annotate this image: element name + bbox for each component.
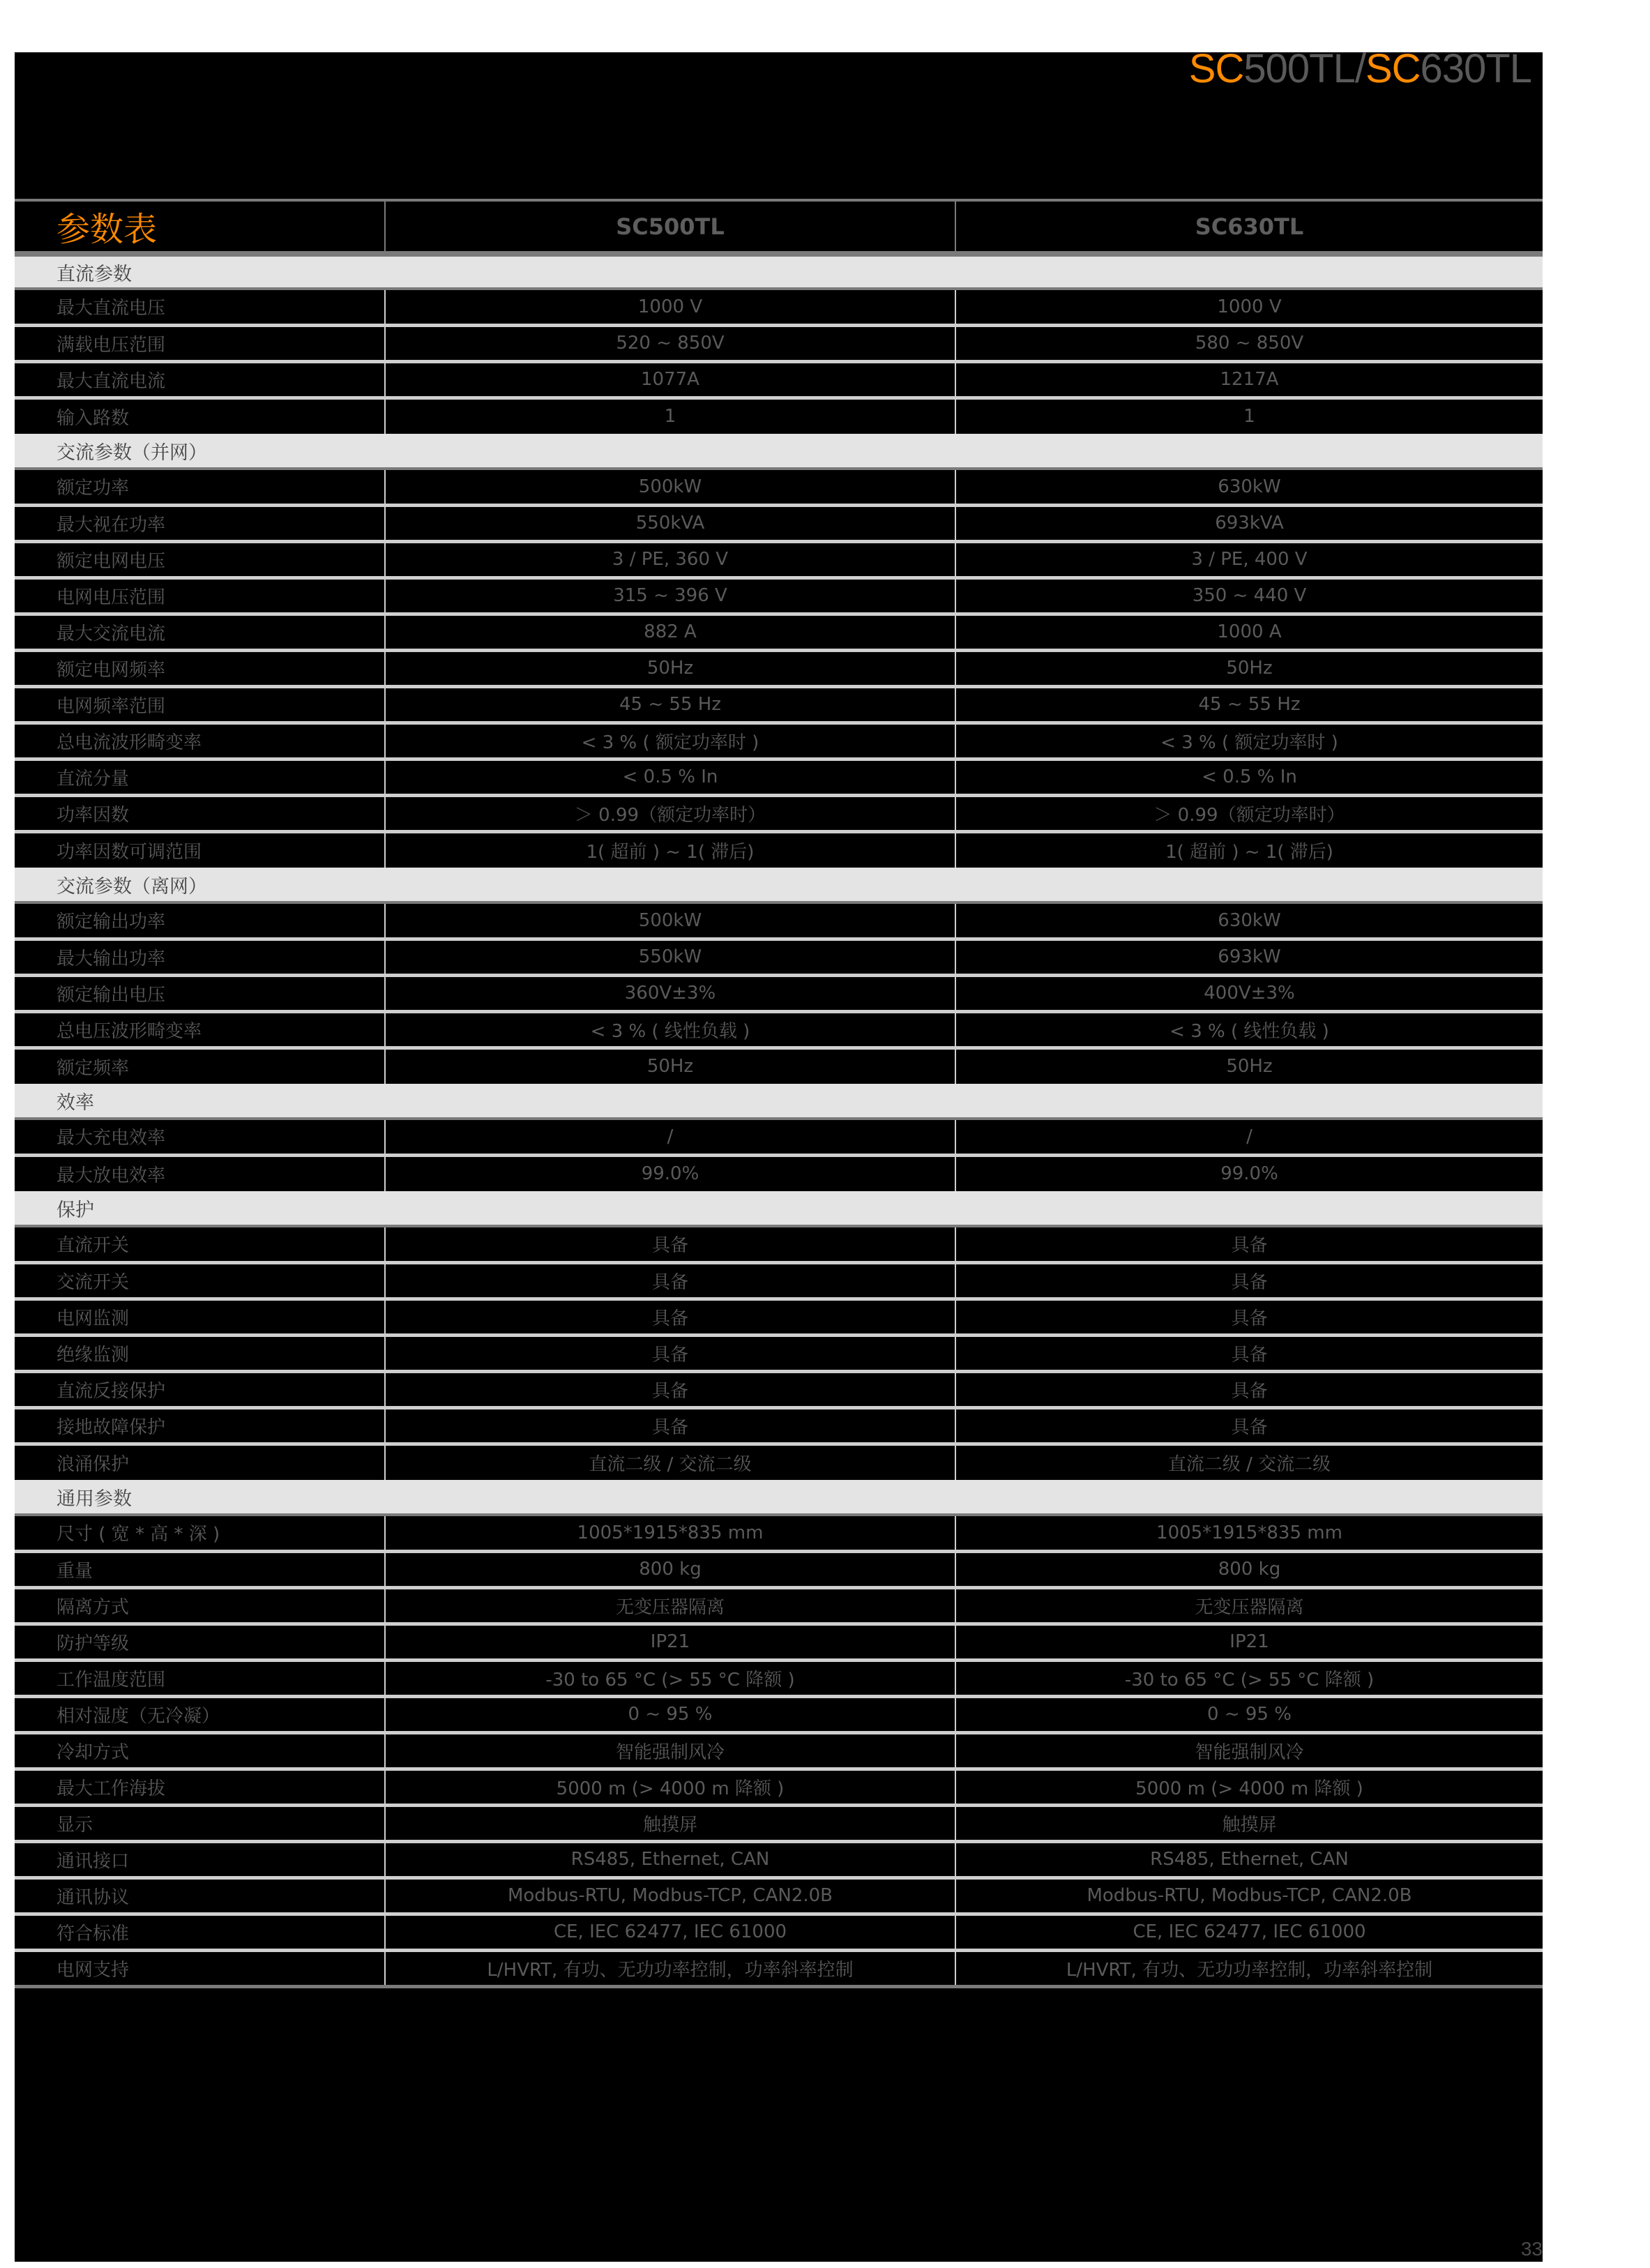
value-sc500tl: 智能强制风冷	[385, 1732, 955, 1769]
table-row	[15, 577, 1543, 614]
value-sc500tl: 50Hz	[385, 650, 955, 686]
value-sc630tl: 具备	[955, 1371, 1543, 1407]
param-label: 电网频率范围	[15, 686, 385, 723]
table-row	[15, 1841, 1543, 1877]
table-row	[15, 1371, 1543, 1407]
table-row	[15, 723, 1543, 759]
value-sc630tl: CE, IEC 62477, IEC 61000	[955, 1914, 1543, 1950]
param-label: 最大直流电流	[15, 361, 385, 398]
table-row	[15, 1048, 1543, 1084]
value-sc500tl: /	[385, 1119, 955, 1155]
table-row	[15, 1950, 1543, 1986]
section-title: 保护	[15, 1191, 1543, 1226]
value-sc630tl: 触摸屏	[955, 1805, 1543, 1841]
param-label: 额定频率	[15, 1048, 385, 1084]
value-sc500tl: 45 ~ 55 Hz	[385, 686, 955, 723]
value-sc500tl: 800 kg	[385, 1551, 955, 1587]
param-label: 防护等级	[15, 1624, 385, 1660]
param-label: 电网支持	[15, 1950, 385, 1986]
value-sc500tl: 1077A	[385, 361, 955, 398]
param-label: 电网电压范围	[15, 577, 385, 614]
table-row	[15, 902, 1543, 939]
table-row	[15, 759, 1543, 795]
table-row	[15, 1155, 1543, 1191]
section-title: 效率	[15, 1084, 1543, 1119]
value-sc500tl: 具备	[385, 1226, 955, 1262]
value-sc500tl: 具备	[385, 1299, 955, 1335]
table-row	[15, 505, 1543, 541]
title-model-1: 500TL/	[1243, 46, 1365, 91]
section-header	[15, 1191, 1543, 1226]
table-row	[15, 469, 1543, 505]
page-number: 33	[1520, 2238, 1543, 2260]
param-label: 最大视在功率	[15, 505, 385, 541]
title-prefix-2: SC	[1365, 46, 1421, 91]
table-row	[15, 831, 1543, 868]
value-sc500tl: CE, IEC 62477, IEC 61000	[385, 1914, 955, 1950]
table-row	[15, 614, 1543, 650]
section-header	[15, 434, 1543, 469]
value-sc630tl: 630kW	[955, 469, 1543, 505]
value-sc500tl: Modbus-RTU, Modbus-TCP, CAN2.0B	[385, 1877, 955, 1914]
value-sc630tl: 3 / PE, 400 V	[955, 541, 1543, 577]
value-sc500tl: 0 ~ 95 %	[385, 1696, 955, 1732]
param-label: 输入路数	[15, 398, 385, 434]
table-row	[15, 650, 1543, 686]
table-row	[15, 1732, 1543, 1769]
value-sc630tl: 1217A	[955, 361, 1543, 398]
param-label: 尺寸 ( 宽 * 高 * 深 )	[56, 1524, 220, 1545]
table-row	[15, 1299, 1543, 1335]
table-row	[15, 1011, 1543, 1048]
value-sc630tl: < 0.5 % In	[955, 759, 1543, 795]
value-sc500tl: 360V±3%	[385, 975, 955, 1011]
param-label: 总电压波形畸变率	[15, 1011, 385, 1048]
value-sc630tl: 45 ~ 55 Hz	[955, 686, 1543, 723]
value-sc630tl: 630kW	[955, 902, 1543, 939]
value-sc500tl: < 3 % ( 额定功率时 )	[385, 723, 955, 759]
value-sc630tl: 50Hz	[955, 1048, 1543, 1084]
value-sc500tl: RS485, Ethernet, CAN	[385, 1841, 955, 1877]
param-label: 额定功率	[56, 478, 130, 499]
table-row	[15, 1660, 1543, 1696]
value-sc500tl: 882 A	[385, 614, 955, 650]
table-row	[15, 1769, 1543, 1805]
value-sc630tl: 1000 V	[955, 289, 1543, 325]
value-sc500tl: 520 ~ 850V	[385, 325, 955, 361]
table-row	[15, 541, 1543, 577]
value-sc500tl: 550kW	[385, 939, 955, 975]
value-sc500tl: 3 / PE, 360 V	[385, 541, 955, 577]
table-row	[15, 289, 1543, 325]
title-prefix-1: SC	[1188, 46, 1244, 91]
param-label: 最大放电效率	[15, 1155, 385, 1191]
param-label: 最大工作海拔	[15, 1769, 385, 1805]
value-sc500tl: 50Hz	[385, 1048, 955, 1084]
section-title: 直流参数	[15, 254, 1543, 289]
param-label: 冷却方式	[15, 1732, 385, 1769]
value-sc630tl: 直流二级 / 交流二级	[955, 1444, 1543, 1480]
value-sc500tl: 具备	[385, 1407, 955, 1444]
value-sc500tl: 具备	[385, 1335, 955, 1371]
param-label: 绝缘监测	[15, 1335, 385, 1371]
value-sc630tl: 400V±3%	[955, 975, 1543, 1011]
value-sc630tl: 无变压器隔离	[955, 1587, 1543, 1624]
value-sc630tl: 99.0%	[955, 1155, 1543, 1191]
param-label: 重量	[15, 1551, 385, 1587]
value-sc500tl: 具备	[385, 1371, 955, 1407]
param-label: 直流开关	[56, 1235, 130, 1257]
value-sc630tl: 具备	[955, 1407, 1543, 1444]
param-label: 直流反接保护	[15, 1371, 385, 1407]
param-label: 额定输出功率	[56, 912, 166, 933]
value-sc630tl: 5000 m (> 4000 m 降额 )	[955, 1769, 1543, 1805]
param-label: 额定电网电压	[15, 541, 385, 577]
value-sc630tl: RS485, Ethernet, CAN	[955, 1841, 1543, 1877]
param-label: 功率因数	[15, 795, 385, 831]
param-label: 浪涌保护	[15, 1444, 385, 1480]
value-sc500tl: 500kW	[385, 469, 955, 505]
param-label: 相对湿度（无冷凝）	[15, 1696, 385, 1732]
param-label: 最大交流电流	[15, 614, 385, 650]
table-row	[15, 1624, 1543, 1660]
section-header	[15, 1084, 1543, 1119]
param-label: 最大直流电压	[56, 298, 166, 319]
value-sc630tl: 智能强制风冷	[955, 1732, 1543, 1769]
table-row	[15, 1335, 1543, 1371]
param-label: 电网监测	[15, 1299, 385, 1335]
value-sc500tl: -30 to 65 °C (> 55 °C 降额 )	[385, 1660, 955, 1696]
value-sc630tl: 具备	[955, 1299, 1543, 1335]
param-label: 额定输出电压	[15, 975, 385, 1011]
value-sc500tl: IP21	[385, 1624, 955, 1660]
value-sc630tl: ＞ 0.99（额定功率时）	[955, 795, 1543, 831]
value-sc500tl: 99.0%	[385, 1155, 955, 1191]
table-header-row	[15, 200, 1543, 254]
param-label: 满载电压范围	[15, 325, 385, 361]
value-sc500tl: < 0.5 % In	[385, 759, 955, 795]
value-sc500tl: 1	[385, 398, 955, 434]
value-sc500tl: 无变压器隔离	[385, 1587, 955, 1624]
value-sc500tl: 500kW	[385, 902, 955, 939]
value-sc500tl: 5000 m (> 4000 m 降额 )	[385, 1769, 955, 1805]
param-label: 额定电网频率	[15, 650, 385, 686]
value-sc630tl: 具备	[955, 1262, 1543, 1299]
value-sc630tl: 1000 A	[955, 614, 1543, 650]
value-sc630tl: Modbus-RTU, Modbus-TCP, CAN2.0B	[955, 1877, 1543, 1914]
value-sc630tl: L/HVRT, 有功、无功功率控制，功率斜率控制	[955, 1950, 1543, 1986]
value-sc500tl: < 3 % ( 线性负载 )	[385, 1011, 955, 1048]
section-header	[15, 254, 1543, 289]
table-row	[15, 398, 1543, 434]
param-label: 直流分量	[15, 759, 385, 795]
value-sc500tl: 1005*1915*835 mm	[385, 1515, 955, 1551]
table-body	[15, 254, 1543, 1986]
param-label: 通讯协议	[15, 1877, 385, 1914]
value-sc630tl: 580 ~ 850V	[955, 325, 1543, 361]
column-header-sc500tl: SC500TL	[385, 200, 955, 254]
value-sc630tl: /	[955, 1119, 1543, 1155]
section-title: 交流参数（并网）	[15, 434, 1543, 469]
table-row	[15, 1262, 1543, 1299]
value-sc630tl: 800 kg	[955, 1551, 1543, 1587]
table-row	[15, 1551, 1543, 1587]
table-row	[15, 1587, 1543, 1624]
table-row	[15, 1914, 1543, 1950]
value-sc630tl: 693kVA	[955, 505, 1543, 541]
value-sc500tl: 1( 超前 ) ~ 1( 滞后)	[385, 831, 955, 868]
value-sc500tl: 具备	[385, 1262, 955, 1299]
table-row	[15, 795, 1543, 831]
table-row	[15, 325, 1543, 361]
value-sc630tl: 350 ~ 440 V	[955, 577, 1543, 614]
param-label: 最大输出功率	[15, 939, 385, 975]
table-row	[15, 1515, 1543, 1551]
value-sc630tl: 1005*1915*835 mm	[955, 1515, 1543, 1551]
section-header	[15, 868, 1543, 902]
param-label: 符合标准	[15, 1914, 385, 1950]
table-row	[15, 975, 1543, 1011]
value-sc500tl: 触摸屏	[385, 1805, 955, 1841]
spec-sheet-panel	[15, 46, 1543, 2262]
table-row	[15, 686, 1543, 723]
value-sc630tl: IP21	[955, 1624, 1543, 1660]
param-label: 功率因数可调范围	[15, 831, 385, 868]
column-header-sc630tl: SC630TL	[955, 200, 1543, 254]
param-label: 交流开关	[15, 1262, 385, 1299]
value-sc630tl: -30 to 65 °C (> 55 °C 降额 )	[955, 1660, 1543, 1696]
value-sc630tl: 50Hz	[955, 650, 1543, 686]
param-label: 工作温度范围	[15, 1660, 385, 1696]
param-label: 总电流波形畸变率	[15, 723, 385, 759]
table-row	[15, 1119, 1543, 1155]
value-sc630tl: 0 ~ 95 %	[955, 1696, 1543, 1732]
value-sc500tl: 315 ~ 396 V	[385, 577, 955, 614]
section-title: 交流参数（离网）	[15, 868, 1543, 902]
value-sc630tl: < 3 % ( 线性负载 )	[955, 1011, 1543, 1048]
product-title	[1189, 45, 1531, 92]
table-row	[15, 1226, 1543, 1262]
table-row	[15, 939, 1543, 975]
table-row	[15, 361, 1543, 398]
value-sc500tl: 1000 V	[385, 289, 955, 325]
table-row	[15, 1696, 1543, 1732]
value-sc630tl: 具备	[955, 1226, 1543, 1262]
value-sc630tl: 1	[955, 398, 1543, 434]
table-title: 参数表	[56, 210, 158, 249]
table-row	[15, 1407, 1543, 1444]
param-label: 显示	[15, 1805, 385, 1841]
table-row	[15, 1805, 1543, 1841]
param-label: 最大充电效率	[56, 1128, 166, 1149]
value-sc500tl: L/HVRT, 有功、无功功率控制，功率斜率控制	[385, 1950, 955, 1986]
value-sc630tl: < 3 % ( 额定功率时 )	[955, 723, 1543, 759]
table-row	[15, 1444, 1543, 1480]
value-sc630tl: 1( 超前 ) ~ 1( 滞后)	[955, 831, 1543, 868]
param-label: 隔离方式	[15, 1587, 385, 1624]
value-sc630tl: 具备	[955, 1335, 1543, 1371]
value-sc500tl: 550kVA	[385, 505, 955, 541]
value-sc630tl: 693kW	[955, 939, 1543, 975]
title-model-2: 630TL	[1420, 46, 1531, 91]
value-sc500tl: ＞ 0.99（额定功率时）	[385, 795, 955, 831]
table-row	[15, 1877, 1543, 1914]
section-title: 通用参数	[15, 1480, 1543, 1515]
param-label: 通讯接口	[15, 1841, 385, 1877]
section-header	[15, 1480, 1543, 1515]
param-label: 接地故障保护	[15, 1407, 385, 1444]
spec-table	[15, 199, 1543, 1988]
value-sc500tl: 直流二级 / 交流二级	[385, 1444, 955, 1480]
